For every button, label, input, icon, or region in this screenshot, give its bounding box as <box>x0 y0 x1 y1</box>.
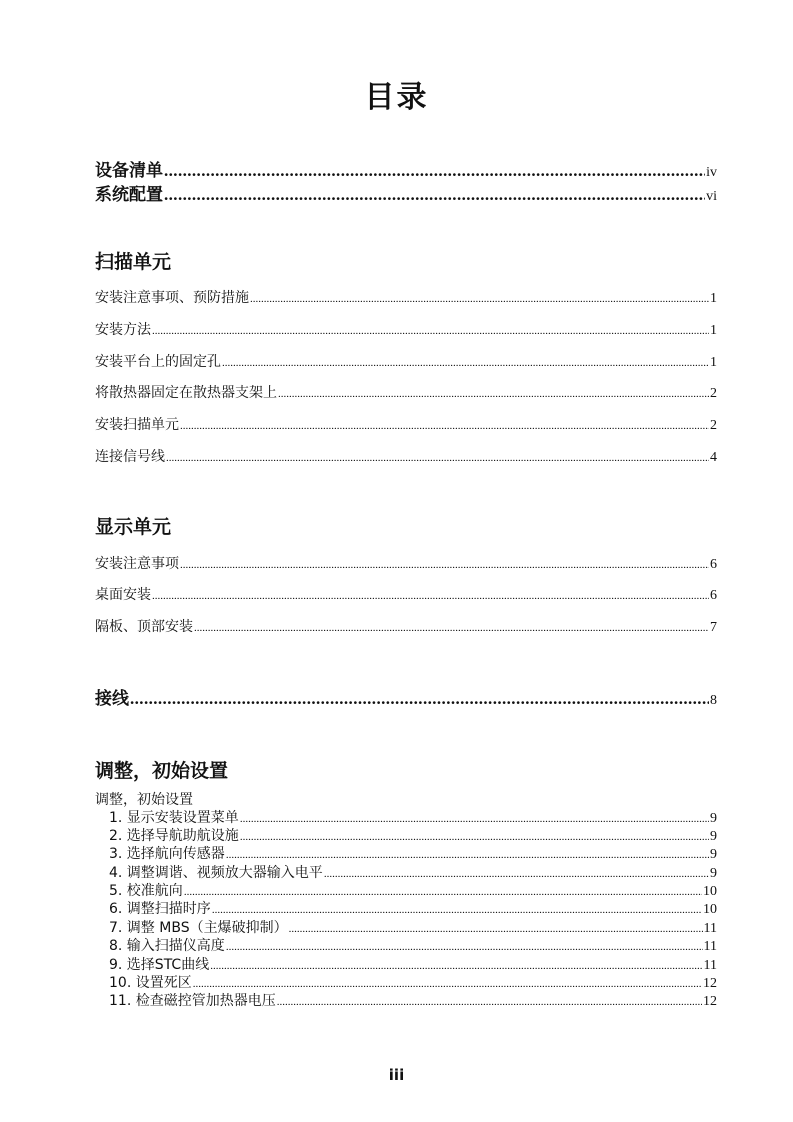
toc-leader-dots <box>180 559 709 571</box>
toc-entry-label: 系统配置 <box>95 185 163 205</box>
toc-leader-dots <box>324 868 709 880</box>
toc-entry-page: 12 <box>703 994 717 1009</box>
toc-entry-label: 6. 调整扫描时序 <box>109 901 211 917</box>
toc-entry-label: 安装扫描单元 <box>95 417 179 433</box>
toc-entry[interactable] <box>95 319 717 339</box>
toc-leader-dots <box>240 813 709 825</box>
toc-entry-page: vi <box>706 189 717 204</box>
toc-leader-dots <box>194 622 709 634</box>
toc-entry[interactable] <box>95 898 717 918</box>
toc-entry[interactable] <box>95 990 717 1010</box>
toc-entry-page: 11 <box>703 939 717 954</box>
toc-entry-system-config[interactable] <box>95 180 717 205</box>
toc-entry-wiring[interactable] <box>95 684 717 709</box>
toc-entry-page: 10 <box>703 884 717 899</box>
toc-entry[interactable] <box>95 382 717 402</box>
toc-entry-label: 接线 <box>95 689 129 709</box>
toc-entry[interactable] <box>95 584 717 604</box>
toc-leader-dots <box>212 904 702 916</box>
toc-entry[interactable] <box>95 843 717 863</box>
toc-entry-label: 将散热器固定在散热器支架上 <box>95 385 277 401</box>
toc-leader-dots <box>164 161 705 181</box>
toc-leader-dots <box>184 886 702 898</box>
toc-entry-label: 安装方法 <box>95 322 151 338</box>
toc-leader-dots <box>226 849 709 861</box>
toc-entry[interactable] <box>95 446 717 466</box>
toc-entry-label: 4. 调整调谐、视频放大器输入电平 <box>109 865 323 881</box>
toc-entry-equipment-list[interactable] <box>95 156 717 181</box>
toc-entry-label: 9. 选择STC曲线 <box>109 957 210 973</box>
toc-entry[interactable] <box>95 287 717 307</box>
toc-entry-label: 隔板、顶部安装 <box>95 619 193 635</box>
toc-entry-page: 6 <box>710 588 717 603</box>
toc-entry-label: 11. 检查磁控管加热器电压 <box>109 993 276 1009</box>
toc-entry-page: 11 <box>703 958 717 973</box>
toc-entry-label: 8. 输入扫描仪高度 <box>109 938 225 954</box>
toc-leader-dots <box>166 452 709 464</box>
toc-entry[interactable] <box>95 954 717 974</box>
toc-entry-page: 9 <box>710 811 717 826</box>
toc-leader-dots <box>240 831 709 843</box>
toc-entry-page: 2 <box>710 386 717 401</box>
toc-leader-dots <box>152 590 709 602</box>
toc-leader-dots <box>277 996 702 1008</box>
page-number: iii <box>388 1066 405 1084</box>
toc-entry[interactable] <box>95 917 717 937</box>
toc-entry[interactable] <box>95 880 717 900</box>
toc-leader-dots <box>278 388 709 400</box>
toc-entry-page: 2 <box>710 418 717 433</box>
toc-entry[interactable] <box>95 553 717 573</box>
toc-entry-label: 10. 设置死区 <box>109 975 192 991</box>
toc-entry-label: 连接信号线 <box>95 449 165 465</box>
toc-entry-label: 7. 调整 MBS（主爆破抑制） <box>109 920 288 936</box>
toc-entry[interactable] <box>95 862 717 882</box>
toc-leader-dots <box>226 941 703 953</box>
section-heading-scan-unit: 扫描单元 <box>95 251 172 273</box>
toc-entry[interactable] <box>95 351 717 371</box>
toc-entry[interactable] <box>95 414 717 434</box>
toc-entry-page: 12 <box>703 976 717 991</box>
toc-entry-page: 9 <box>710 847 717 862</box>
section-heading-display-unit: 显示单元 <box>95 516 172 538</box>
subsection-title: 调整，初始设置 <box>95 792 193 808</box>
toc-entry-label: 1. 显示安装设置菜单 <box>109 810 239 826</box>
toc-entry-page: 9 <box>710 829 717 844</box>
toc-leader-dots <box>130 689 709 709</box>
toc-entry-label: 设备清单 <box>95 161 163 181</box>
toc-entry-page: 4 <box>710 450 717 465</box>
toc-entry-page: 9 <box>710 866 717 881</box>
toc-entry-page: 10 <box>703 902 717 917</box>
toc-entry-page: iv <box>706 165 717 180</box>
toc-entry-label: 安装注意事项、预防措施 <box>95 290 249 306</box>
toc-entry-label: 安装注意事项 <box>95 556 179 572</box>
toc-entry-page: 8 <box>710 693 717 708</box>
toc-entry-label: 3. 选择航向传感器 <box>109 846 225 862</box>
toc-entry-page: 1 <box>710 323 717 338</box>
toc-entry-label: 安装平台上的固定孔 <box>95 354 221 370</box>
toc-leader-dots <box>152 325 709 337</box>
toc-entry-label: 5. 校准航向 <box>109 883 183 899</box>
toc-leader-dots <box>250 293 709 305</box>
toc-entry-page: 7 <box>710 620 717 635</box>
section-heading-adjust: 调整，初始设置 <box>95 760 229 782</box>
toc-entry[interactable] <box>95 825 717 845</box>
toc-leader-dots <box>210 960 702 972</box>
toc-leader-dots <box>222 357 709 369</box>
toc-entry-page: 1 <box>710 355 717 370</box>
toc-leader-dots <box>180 420 709 432</box>
toc-entry-label: 2. 选择导航助航设施 <box>109 828 239 844</box>
toc-entry-page: 6 <box>710 557 717 572</box>
toc-entry[interactable] <box>95 935 717 955</box>
toc-leader-dots <box>289 923 703 935</box>
toc-entry[interactable] <box>95 972 717 992</box>
toc-entry-label: 桌面安装 <box>95 587 151 603</box>
toc-entry-page: 1 <box>710 291 717 306</box>
page-title: 目录 <box>364 80 429 115</box>
toc-entry[interactable] <box>95 807 717 827</box>
toc-entry[interactable] <box>95 616 717 636</box>
toc-entry-page: 11 <box>703 921 717 936</box>
toc-leader-dots <box>193 978 702 990</box>
toc-leader-dots <box>164 185 705 205</box>
